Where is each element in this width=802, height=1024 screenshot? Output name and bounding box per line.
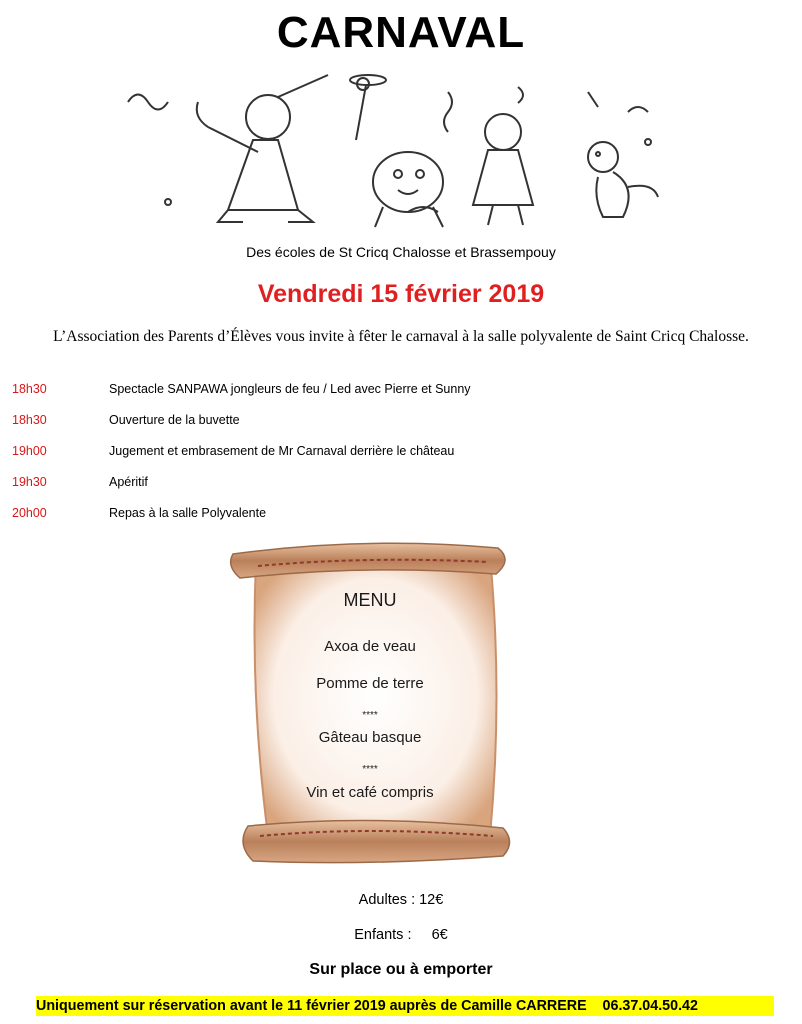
program-activity: Ouverture de la buvette bbox=[109, 413, 240, 427]
program-item bbox=[12, 444, 712, 475]
menu-content bbox=[228, 536, 512, 876]
program-activity: Repas à la salle Polyvalente bbox=[109, 506, 267, 520]
menu-separator: **** bbox=[362, 710, 378, 721]
program-time: 20h00 bbox=[12, 506, 47, 520]
reservation-notice: Uniquement sur réservation avant le 11 février 2019 auprès de Camille CARRERE 06.37.04.50.42 bbox=[36, 996, 774, 1016]
menu-dish-2: Pomme de terre bbox=[316, 675, 424, 692]
program-activity: Spectacle SANPAWA jongleurs de feu / Led avec Pierre et Sunny bbox=[109, 382, 471, 396]
child-price: Enfants : 6€ bbox=[354, 927, 448, 943]
menu-dessert: Gâteau basque bbox=[318, 729, 422, 746]
menu-drinks: Vin et café compris bbox=[306, 784, 434, 801]
service-info: Sur place ou à emporter bbox=[309, 961, 493, 978]
program-list bbox=[12, 382, 712, 537]
adult-price: Adultes : 12€ bbox=[358, 892, 444, 908]
page-title: CARNAVAL bbox=[276, 8, 526, 57]
menu-separator: **** bbox=[362, 764, 378, 775]
program-item bbox=[12, 506, 712, 537]
program-item bbox=[12, 475, 712, 506]
event-date: Vendredi 15 février 2019 bbox=[257, 280, 545, 308]
menu-heading: MENU bbox=[343, 590, 397, 610]
program-activity: Jugement et embrasement de Mr Carnaval derrière le château bbox=[109, 444, 455, 458]
menu-dish-1: Axoa de veau bbox=[324, 638, 416, 655]
program-time: 19h30 bbox=[12, 475, 47, 489]
program-time: 18h30 bbox=[12, 413, 47, 427]
schools-subtitle: Des écoles de St Cricq Chalosse et Brassempouy bbox=[246, 244, 556, 260]
program-time: 19h00 bbox=[12, 444, 47, 458]
program-item bbox=[12, 382, 712, 413]
invitation-text: L’Association des Parents d’Élèves vous invite à fêter le carnaval à la salle polyvalente de Saint Cricq Chalosse. bbox=[53, 328, 749, 345]
carnival-illustration bbox=[108, 62, 698, 230]
program-item bbox=[12, 413, 712, 444]
program-time: 18h30 bbox=[12, 382, 47, 396]
program-activity: Apéritif bbox=[109, 475, 148, 489]
